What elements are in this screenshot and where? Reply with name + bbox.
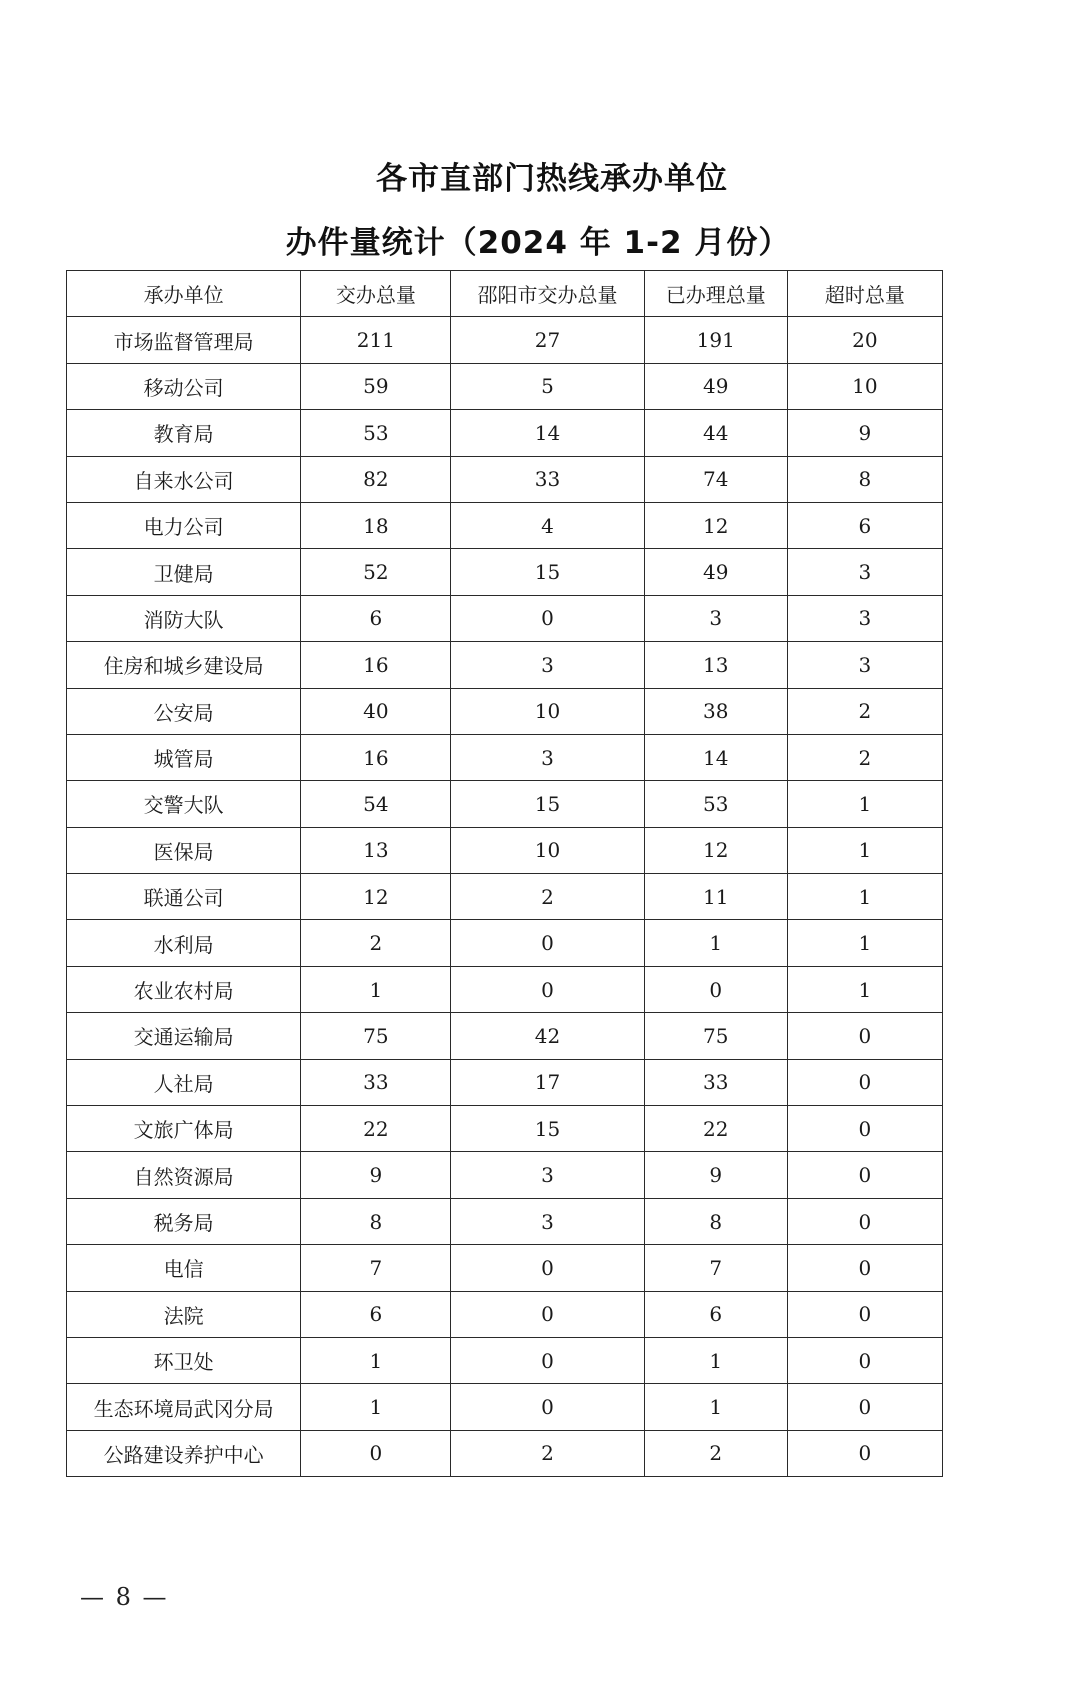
- cell-assigned-total: 1: [301, 1337, 451, 1383]
- cell-handled-total: 12: [644, 502, 787, 548]
- cell-assigned-total: 18: [301, 502, 451, 548]
- cell-handled-total: 38: [644, 688, 787, 734]
- cell-overdue-total: 8: [787, 456, 942, 502]
- cell-assigned-total: 6: [301, 595, 451, 641]
- cell-unit: 住房和城乡建设局: [67, 642, 301, 688]
- cell-overdue-total: 0: [787, 1013, 942, 1059]
- cell-overdue-total: 3: [787, 595, 942, 641]
- cell-shaoyang-assigned-total: 5: [451, 363, 644, 409]
- table-row: [67, 502, 943, 548]
- cell-shaoyang-assigned-total: 0: [451, 1337, 644, 1383]
- document-title: 各市直部门热线承办单位: [376, 161, 728, 197]
- header-handled-total: 已办理总量: [644, 271, 787, 317]
- cell-overdue-total: 0: [787, 1291, 942, 1337]
- cell-unit: 税务局: [67, 1198, 301, 1244]
- cell-overdue-total: 0: [787, 1106, 942, 1152]
- cell-assigned-total: 9: [301, 1152, 451, 1198]
- cell-overdue-total: 1: [787, 966, 942, 1012]
- cell-shaoyang-assigned-total: 27: [451, 317, 644, 363]
- cell-shaoyang-assigned-total: 2: [451, 874, 644, 920]
- page-number: — 8 —: [80, 1583, 169, 1611]
- table-row: [67, 688, 943, 734]
- cell-handled-total: 49: [644, 363, 787, 409]
- cell-overdue-total: 0: [787, 1245, 942, 1291]
- table-row: [67, 874, 943, 920]
- header-assigned-total: 交办总量: [301, 271, 451, 317]
- cell-handled-total: 9: [644, 1152, 787, 1198]
- cell-assigned-total: 211: [301, 317, 451, 363]
- cell-assigned-total: 13: [301, 827, 451, 873]
- table-header-row: [67, 271, 943, 317]
- cell-assigned-total: 75: [301, 1013, 451, 1059]
- cell-handled-total: 1: [644, 920, 787, 966]
- cell-shaoyang-assigned-total: 2: [451, 1430, 644, 1476]
- cell-overdue-total: 3: [787, 549, 942, 595]
- cell-shaoyang-assigned-total: 10: [451, 688, 644, 734]
- cell-unit: 卫健局: [67, 549, 301, 595]
- cell-handled-total: 11: [644, 874, 787, 920]
- cell-assigned-total: 54: [301, 781, 451, 827]
- cell-overdue-total: 0: [787, 1430, 942, 1476]
- cell-unit: 环卫处: [67, 1337, 301, 1383]
- cell-overdue-total: 1: [787, 920, 942, 966]
- table-row: [67, 1337, 943, 1383]
- cell-unit: 医保局: [67, 827, 301, 873]
- cell-shaoyang-assigned-total: 42: [451, 1013, 644, 1059]
- cell-unit: 人社局: [67, 1059, 301, 1105]
- cell-assigned-total: 12: [301, 874, 451, 920]
- cell-unit: 消防大队: [67, 595, 301, 641]
- cell-handled-total: 49: [644, 549, 787, 595]
- cell-shaoyang-assigned-total: 33: [451, 456, 644, 502]
- cell-shaoyang-assigned-total: 15: [451, 549, 644, 595]
- cell-overdue-total: 6: [787, 502, 942, 548]
- cell-assigned-total: 33: [301, 1059, 451, 1105]
- table-row: [67, 595, 943, 641]
- cell-unit: 联通公司: [67, 874, 301, 920]
- table-body: [67, 317, 943, 1477]
- cell-handled-total: 2: [644, 1430, 787, 1476]
- cell-assigned-total: 53: [301, 410, 451, 456]
- cell-assigned-total: 2: [301, 920, 451, 966]
- cell-handled-total: 1: [644, 1384, 787, 1430]
- table-row: [67, 410, 943, 456]
- table-row: [67, 966, 943, 1012]
- cell-assigned-total: 82: [301, 456, 451, 502]
- cell-assigned-total: 6: [301, 1291, 451, 1337]
- cell-overdue-total: 3: [787, 642, 942, 688]
- cell-overdue-total: 0: [787, 1384, 942, 1430]
- table-row: [67, 1198, 943, 1244]
- table-row: [67, 1384, 943, 1430]
- cell-assigned-total: 1: [301, 1384, 451, 1430]
- table-row: [67, 1013, 943, 1059]
- cell-unit: 水利局: [67, 920, 301, 966]
- cell-overdue-total: 1: [787, 781, 942, 827]
- cell-unit: 移动公司: [67, 363, 301, 409]
- cell-unit: 教育局: [67, 410, 301, 456]
- cell-handled-total: 12: [644, 827, 787, 873]
- cell-unit: 生态环境局武冈分局: [67, 1384, 301, 1430]
- cell-shaoyang-assigned-total: 14: [451, 410, 644, 456]
- cell-handled-total: 8: [644, 1198, 787, 1244]
- cell-shaoyang-assigned-total: 0: [451, 595, 644, 641]
- cell-handled-total: 75: [644, 1013, 787, 1059]
- cell-unit: 公安局: [67, 688, 301, 734]
- table-row: [67, 642, 943, 688]
- cell-handled-total: 53: [644, 781, 787, 827]
- table-row: [67, 827, 943, 873]
- cell-unit: 自来水公司: [67, 456, 301, 502]
- cell-overdue-total: 1: [787, 827, 942, 873]
- cell-shaoyang-assigned-total: 0: [451, 920, 644, 966]
- table-row: [67, 317, 943, 363]
- cell-shaoyang-assigned-total: 3: [451, 1198, 644, 1244]
- cell-handled-total: 0: [644, 966, 787, 1012]
- cell-assigned-total: 16: [301, 734, 451, 780]
- cell-overdue-total: 2: [787, 688, 942, 734]
- table-row: [67, 1106, 943, 1152]
- header-unit: 承办单位: [67, 271, 301, 317]
- cell-assigned-total: 0: [301, 1430, 451, 1476]
- header-shaoyang-assigned-total: 邵阳市交办总量: [451, 271, 644, 317]
- cell-assigned-total: 7: [301, 1245, 451, 1291]
- cell-shaoyang-assigned-total: 15: [451, 1106, 644, 1152]
- table-row: [67, 549, 943, 595]
- cell-handled-total: 74: [644, 456, 787, 502]
- cell-overdue-total: 2: [787, 734, 942, 780]
- cell-handled-total: 3: [644, 595, 787, 641]
- cell-overdue-total: 10: [787, 363, 942, 409]
- cell-shaoyang-assigned-total: 3: [451, 1152, 644, 1198]
- cell-unit: 交警大队: [67, 781, 301, 827]
- cell-unit: 法院: [67, 1291, 301, 1337]
- cell-unit: 电力公司: [67, 502, 301, 548]
- cell-shaoyang-assigned-total: 0: [451, 1291, 644, 1337]
- cell-handled-total: 22: [644, 1106, 787, 1152]
- cell-unit: 农业农村局: [67, 966, 301, 1012]
- table-row: [67, 1245, 943, 1291]
- table-row: [67, 363, 943, 409]
- statistics-table: [66, 270, 943, 1477]
- cell-unit: 城管局: [67, 734, 301, 780]
- table-row: [67, 920, 943, 966]
- cell-shaoyang-assigned-total: 4: [451, 502, 644, 548]
- cell-overdue-total: 0: [787, 1059, 942, 1105]
- cell-shaoyang-assigned-total: 3: [451, 642, 644, 688]
- cell-unit: 自然资源局: [67, 1152, 301, 1198]
- cell-shaoyang-assigned-total: 3: [451, 734, 644, 780]
- cell-overdue-total: 9: [787, 410, 942, 456]
- cell-assigned-total: 59: [301, 363, 451, 409]
- cell-overdue-total: 0: [787, 1198, 942, 1244]
- cell-assigned-total: 52: [301, 549, 451, 595]
- cell-shaoyang-assigned-total: 0: [451, 966, 644, 1012]
- table-row: [67, 1152, 943, 1198]
- table-row: [67, 456, 943, 502]
- cell-overdue-total: 20: [787, 317, 942, 363]
- cell-assigned-total: 1: [301, 966, 451, 1012]
- cell-unit: 市场监督管理局: [67, 317, 301, 363]
- cell-handled-total: 33: [644, 1059, 787, 1105]
- cell-assigned-total: 8: [301, 1198, 451, 1244]
- cell-overdue-total: 0: [787, 1152, 942, 1198]
- table-row: [67, 1430, 943, 1476]
- cell-shaoyang-assigned-total: 15: [451, 781, 644, 827]
- table-row: [67, 1059, 943, 1105]
- table-row: [67, 1291, 943, 1337]
- document-subtitle: 办件量统计（2024 年 1-2 月份）: [285, 225, 791, 261]
- cell-assigned-total: 22: [301, 1106, 451, 1152]
- cell-handled-total: 14: [644, 734, 787, 780]
- cell-overdue-total: 0: [787, 1337, 942, 1383]
- cell-handled-total: 13: [644, 642, 787, 688]
- table-row: [67, 781, 943, 827]
- cell-shaoyang-assigned-total: 10: [451, 827, 644, 873]
- cell-assigned-total: 40: [301, 688, 451, 734]
- cell-handled-total: 44: [644, 410, 787, 456]
- cell-shaoyang-assigned-total: 0: [451, 1384, 644, 1430]
- cell-unit: 交通运输局: [67, 1013, 301, 1059]
- cell-unit: 电信: [67, 1245, 301, 1291]
- cell-overdue-total: 1: [787, 874, 942, 920]
- header-overdue-total: 超时总量: [787, 271, 942, 317]
- cell-handled-total: 7: [644, 1245, 787, 1291]
- cell-assigned-total: 16: [301, 642, 451, 688]
- cell-shaoyang-assigned-total: 17: [451, 1059, 644, 1105]
- cell-handled-total: 1: [644, 1337, 787, 1383]
- cell-handled-total: 6: [644, 1291, 787, 1337]
- cell-unit: 公路建设养护中心: [67, 1430, 301, 1476]
- table-row: [67, 734, 943, 780]
- cell-shaoyang-assigned-total: 0: [451, 1245, 644, 1291]
- cell-handled-total: 191: [644, 317, 787, 363]
- cell-unit: 文旅广体局: [67, 1106, 301, 1152]
